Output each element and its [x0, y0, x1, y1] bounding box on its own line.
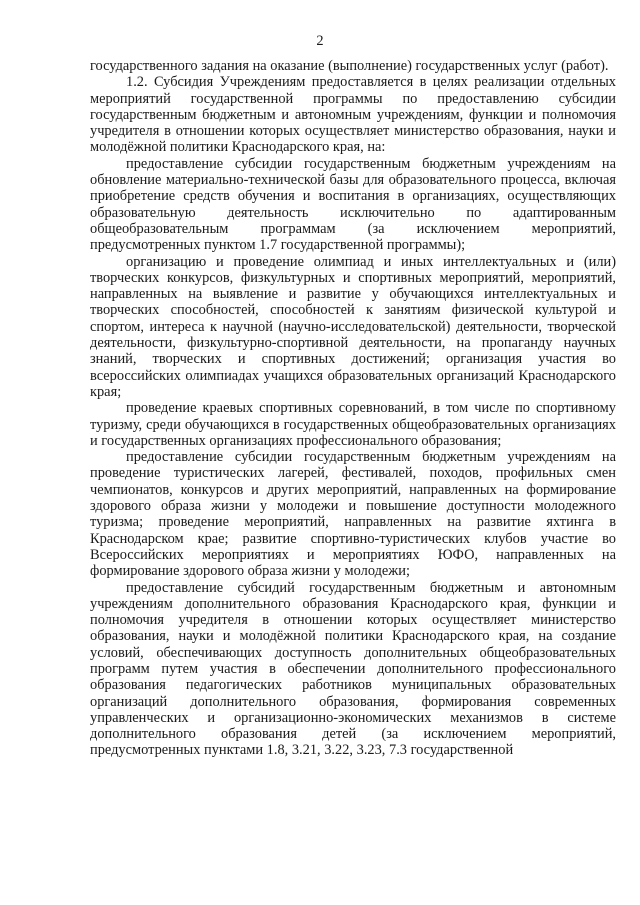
paragraph-material-base: предоставление субсидии государственным бюджетным учреждениям на обновление материально-технической базы для образовательного процесса, включая приобретение средств обучения и воспитания в организациях, осуществляющих образовательную деятельность исключительно по адаптированным общеобразовательным программам (за исключением мероприятий, предусмотренных пунктом 1.7 государственной программы); — [90, 155, 616, 254]
paragraph-continuation: государственного задания на оказание (выполнение) государственных услуг (работ). — [90, 58, 609, 74]
paragraph-tourist-camps: предоставление субсидии государственным бюджетным учреждениям на проведение туристических лагерей, фестивалей, походов, профильных смен чемпионатов, конкурсов и других мероприятий, направленных на формирование здорового образа жизни у молодежи и повышение доступности молодежного туризма; проведение мероприятий, направленных на развитие яхтинга в Краснодарском крае; развитие спортивно-туристических клубов участие во Всероссийских мероприятиях и мероприятиях ЮФО, направленных на формирование здорового образа жизни у молодежи; — [90, 449, 616, 580]
paragraph-sports-competitions: проведение краевых спортивных соревнований, в том числе по спортивному туризму, среди обучающихся в государственных общеобразовательных организациях и государственных организациях профессионального образования; — [90, 400, 616, 449]
paragraph-additional-education: предоставление субсидий государственным бюджетным и автономным учреждениям дополнительного образования Краснодарского края, функции и полномочия учредителя в отношении которых осуществляет министерство образования, науки и молодёжной политики Краснодарского края, на создание условий, обеспечивающих доступность дополнительных общеобразовательных программ путем участия в обеспечении дополнительного профессионального образования педагогических работников муниципальных образовательных организаций дополнительного образования, формирования современных управленческих и организационно-экономических механизмов в системе дополнительного образования детей (за исключением мероприятий, предусмотренных пунктами 1.8, 3.21, 3.22, 3.23, 7.3 государственной — [90, 579, 616, 759]
page-number: 2 — [316, 33, 324, 49]
paragraph-subsidy-purpose: 1.2. Субсидия Учреждениям предоставляется в целях реализации отдельных мероприятий государственной программы по предоставлению субсидии государственным бюджетным и автономным учреждениям, функции и полномочия учредителя в отношении которых осуществляет министерство образования, науки и молодёжной политики Краснодарского края, на: — [90, 74, 616, 156]
paragraph-olympiads: организацию и проведение олимпиад и иных интеллектуальных и (или) творческих конкурсов, физкультурных и спортивных мероприятий, мероприятий, направленных на выявление и развитие у обучающихся интеллектуальных и творческих способностей, способностей к занятиям физической культурой и спортом, интереса к научной (научно-исследовательской) деятельности, творческой деятельности, физкультурно-спортивной деятельности, на пропаганду научных знаний, творческих и спортивных достижений; организация участия во всероссийских олимпиадах учащихся образовательных организаций Краснодарского края; — [90, 253, 616, 400]
document-body — [90, 58, 616, 759]
